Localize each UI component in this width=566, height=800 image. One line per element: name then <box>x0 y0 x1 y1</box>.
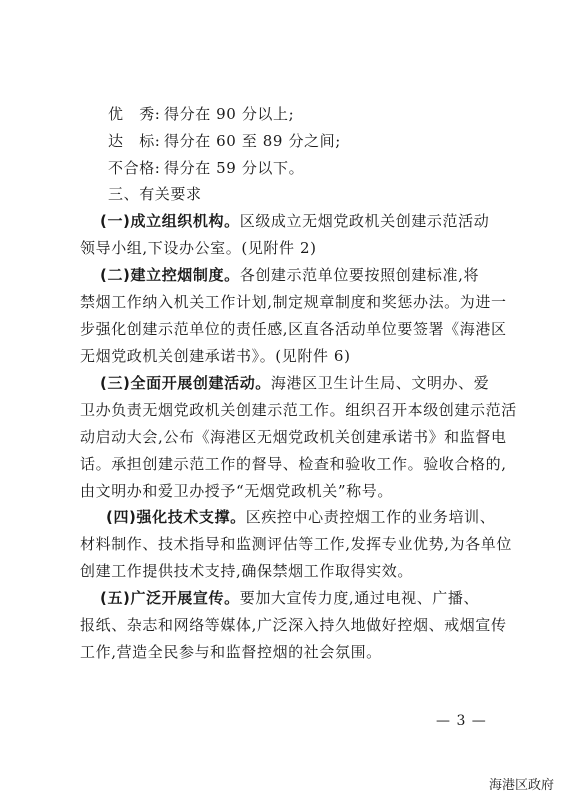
item-3-line: 卫办负责无烟党政机关创建示范工作。组织召开本级创建示范活 <box>80 401 517 419</box>
rating-text: 得分在 90 分以上; <box>164 105 295 123</box>
item-2-line: 禁烟工作纳入机关工作计划,制定规章制度和奖惩办法。为进一 <box>80 293 507 311</box>
item-2-line: 步强化创建示范单位的责任感,区直各活动单位要签署《海港区 <box>80 320 507 338</box>
item-2-first-line <box>100 265 479 285</box>
item-2-line: 无烟党政机关创建承诺书》。(见附件 6) <box>80 347 351 365</box>
rating-label: 优 秀: <box>108 105 161 123</box>
item-1-line: 领导小组,下设办公室。(见附件 2) <box>80 239 317 257</box>
item-3-first-line <box>100 373 489 393</box>
item-4-line: 创建工作提供技术支持,确保禁烟工作取得实效。 <box>80 562 413 580</box>
item-5-lead: (五)广泛开展宣传。 <box>100 589 240 607</box>
rating-pass <box>108 131 341 151</box>
rating-label: 不合格: <box>108 159 161 177</box>
section-heading: 三、有关要求 <box>108 185 202 203</box>
item-4-lead: (四)强化技术支撑。 <box>106 508 246 526</box>
item-4-line: 材料制作、技术指导和监测评估等工作,发挥专业优势,为各单位 <box>80 535 512 553</box>
item-2-lead: (二)建立控烟制度。 <box>100 266 240 284</box>
source-watermark: 海港区政府 <box>488 778 554 793</box>
item-3-lead: (三)全面开展创建活动。 <box>100 374 271 392</box>
item-3-line1: 海港区卫生计生局、文明办、爱 <box>270 374 490 392</box>
page-number: — 3 — <box>436 713 487 729</box>
item-1-first-line <box>100 211 489 231</box>
item-5-line: 报纸、杂志和网络等媒体,广泛深入持久地做好控烟、戒烟宣传 <box>80 616 507 634</box>
item-5-line: 工作,营造全民参与和监督控烟的社会氛围。 <box>80 643 382 661</box>
rating-excellent <box>108 104 294 124</box>
rating-text: 得分在 60 至 89 分之间; <box>164 132 341 150</box>
item-5-line1: 要加大宣传力度,通过电视、广播、 <box>239 589 480 607</box>
item-2-line1: 各创建示范单位要按照创建标准,将 <box>239 266 480 284</box>
rating-fail <box>108 158 304 178</box>
item-1-line1: 区级成立无烟党政机关创建示范活动 <box>239 212 490 230</box>
item-4-line1: 区疾控中心责控烟工作的业务培训、 <box>245 508 496 526</box>
item-3-line: 由文明办和爱卫办授予“无烟党政机关”称号。 <box>80 482 393 500</box>
item-1-lead: (一)成立组织机构。 <box>100 212 240 230</box>
item-4-first-line <box>106 507 495 527</box>
rating-label: 达 标: <box>108 132 161 150</box>
rating-text: 得分在 59 分以下。 <box>164 159 305 177</box>
item-5-first-line <box>100 588 479 608</box>
item-3-line: 话。承担创建示范工作的督导、检查和验收工作。验收合格的, <box>80 455 507 473</box>
item-3-line: 动启动大会,公布《海港区无烟党政机关创建承诺书》和监督电 <box>80 428 507 446</box>
